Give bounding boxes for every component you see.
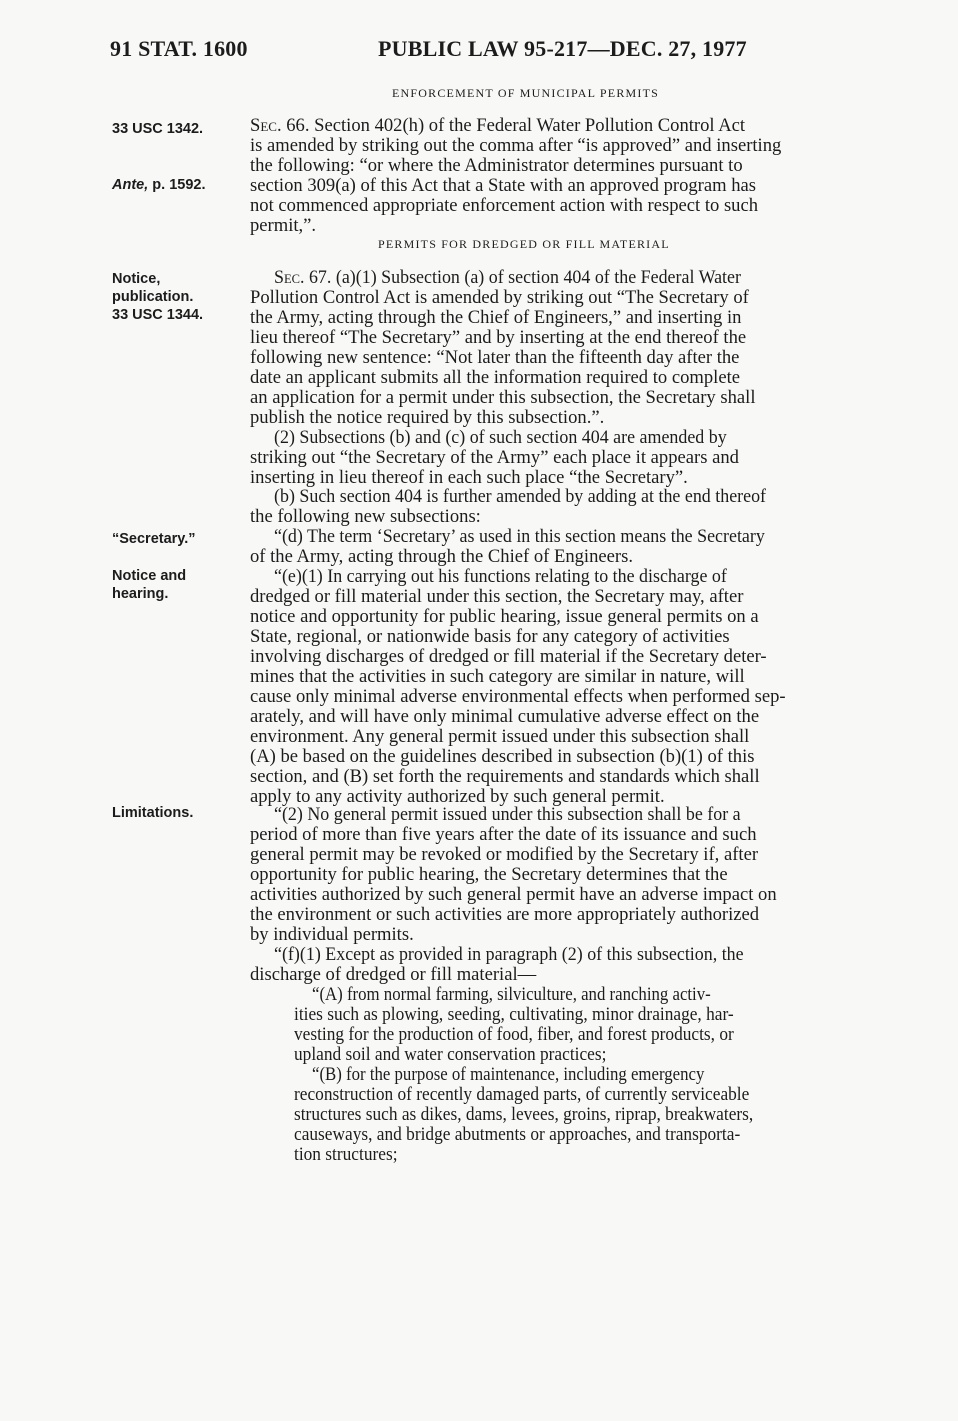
text-line: publish the notice required by this subsection.”.: [250, 407, 605, 428]
text-line: tion structures;: [294, 1144, 398, 1165]
text-line: structures such as dikes, dams, levees, groins, riprap, breakwaters,: [294, 1104, 754, 1125]
margin-note-notice-hearing: Notice and hearing.: [112, 568, 187, 602]
text-line: apply to any activity authorized by such general permit.: [250, 786, 665, 807]
text-line: the following new subsections:: [250, 506, 481, 527]
text-line: environment. Any general permit issued under this subsection shall: [250, 726, 750, 747]
text-line: arately, and will have only minimal cumulative adverse effect on the: [250, 706, 760, 727]
text-line: an application for a permit under this subsection, the Secretary shall: [250, 387, 756, 408]
text-line: (b) Such section 404 is further amended by adding at the end thereof: [274, 486, 767, 507]
text-line: the environment or such activities are more appropriately authorized: [250, 904, 760, 925]
text-line: inserting in lieu thereof in each such place “the Secretary”.: [250, 467, 688, 488]
margin-note-usc-1342: 33 USC 1342.: [112, 121, 204, 137]
text-line: vesting for the production of food, fiber, and forest products, or: [294, 1024, 734, 1045]
text-line: is amended by striking out the comma after “is approved” and inserting: [250, 135, 782, 156]
section-heading-permits: PERMITS FOR DREDGED OR FILL MATERIAL: [378, 237, 670, 251]
margin-note-ante: Ante, p. 1592.: [112, 177, 206, 193]
text-line: (A) be based on the guidelines described in subsection (b)(1) of this: [250, 746, 755, 767]
text-line: striking out “the Secretary of the Army” each place it appears and: [250, 447, 739, 468]
text-line: opportunity for public hearing, the Secretary determines that the: [250, 864, 728, 885]
text-line: involving discharges of dredged or fill material if the Secretary deter-: [250, 646, 767, 667]
text-line: discharge of dredged or fill material—: [250, 964, 537, 985]
text-line: “(f)(1) Except as provided in paragraph (2) of this subsection, the: [274, 944, 744, 965]
margin-note-limitations: Limitations.: [112, 805, 194, 821]
text-line: not commenced appropriate enforcement action with respect to such: [250, 195, 759, 216]
text-line: activities authorized by such general permit have an adverse impact on: [250, 884, 777, 905]
text-line: the Army, acting through the Chief of Engineers,” and inserting in: [250, 307, 742, 328]
text-line: section, and (B) set forth the requirements and standards which shall: [250, 766, 760, 787]
text-line: of the Army, acting through the Chief of Engineers.: [250, 546, 633, 567]
section-heading-enforcement: ENFORCEMENT OF MUNICIPAL PERMITS: [392, 86, 659, 100]
stat-page-number: 91 STAT. 1600: [110, 36, 248, 61]
text-line: “(2) No general permit issued under this subsection shall be for a: [274, 804, 741, 825]
text-line: “(B) for the purpose of maintenance, including emergency: [312, 1064, 705, 1085]
text-line: upland soil and water conservation practices;: [294, 1044, 607, 1065]
text-line: (2) Subsections (b) and (c) of such section 404 are amended by: [274, 427, 727, 448]
text-line: Sec. 66. Section 402(h) of the Federal Water Pollution Control Act: [250, 115, 746, 136]
text-line: notice and opportunity for public hearing, issue general permits on a: [250, 606, 759, 627]
text-line: general permit may be revoked or modified by the Secretary if, after: [250, 844, 759, 865]
text-line: Pollution Control Act is amended by striking out “The Secretary of: [250, 287, 749, 308]
text-line: by individual permits.: [250, 924, 414, 945]
text-line: Sec. 67. (a)(1) Subsection (a) of section 404 of the Federal Water: [274, 267, 741, 288]
text-line: mines that the activities in such category are similar in nature, will: [250, 666, 745, 687]
text-line: dredged or fill material under this section, the Secretary may, after: [250, 586, 744, 607]
margin-note-notice-publication: Notice, publication. 33 USC 1344.: [112, 271, 204, 323]
text-line: ities such as plowing, seeding, cultivating, minor drainage, har-: [294, 1004, 734, 1025]
margin-note-secretary: “Secretary.”: [112, 531, 196, 547]
text-line: following new sentence: “Not later than the fifteenth day after the: [250, 347, 740, 368]
text-line: date an applicant submits all the information required to complete: [250, 367, 741, 388]
text-line: cause only minimal adverse environmental effects when performed sep-: [250, 686, 786, 707]
text-line: section 309(a) of this Act that a State with an approved program has: [250, 175, 757, 196]
text-line: lieu thereof “The Secretary” and by inserting at the end thereof the: [250, 327, 747, 348]
text-line: “(d) The term ‘Secretary’ as used in this section means the Secretary: [274, 526, 765, 547]
text-line: period of more than five years after the date of its issuance and such: [250, 824, 757, 845]
text-line: permit,”.: [250, 215, 317, 236]
text-line: reconstruction of recently damaged parts, of currently serviceable: [294, 1084, 750, 1105]
text-line: “(e)(1) In carrying out his functions relating to the discharge of: [274, 566, 727, 587]
text-line: causeways, and bridge abutments or approaches, and transporta-: [294, 1124, 741, 1145]
text-line: the following: “or where the Administrator determines pursuant to: [250, 155, 743, 176]
text-line: “(A) from normal farming, silviculture, and ranching activ-: [312, 984, 711, 1005]
running-header: PUBLIC LAW 95-217—DEC. 27, 1977: [378, 36, 747, 61]
text-line: State, regional, or nationwide basis for any category of activities: [250, 626, 730, 647]
